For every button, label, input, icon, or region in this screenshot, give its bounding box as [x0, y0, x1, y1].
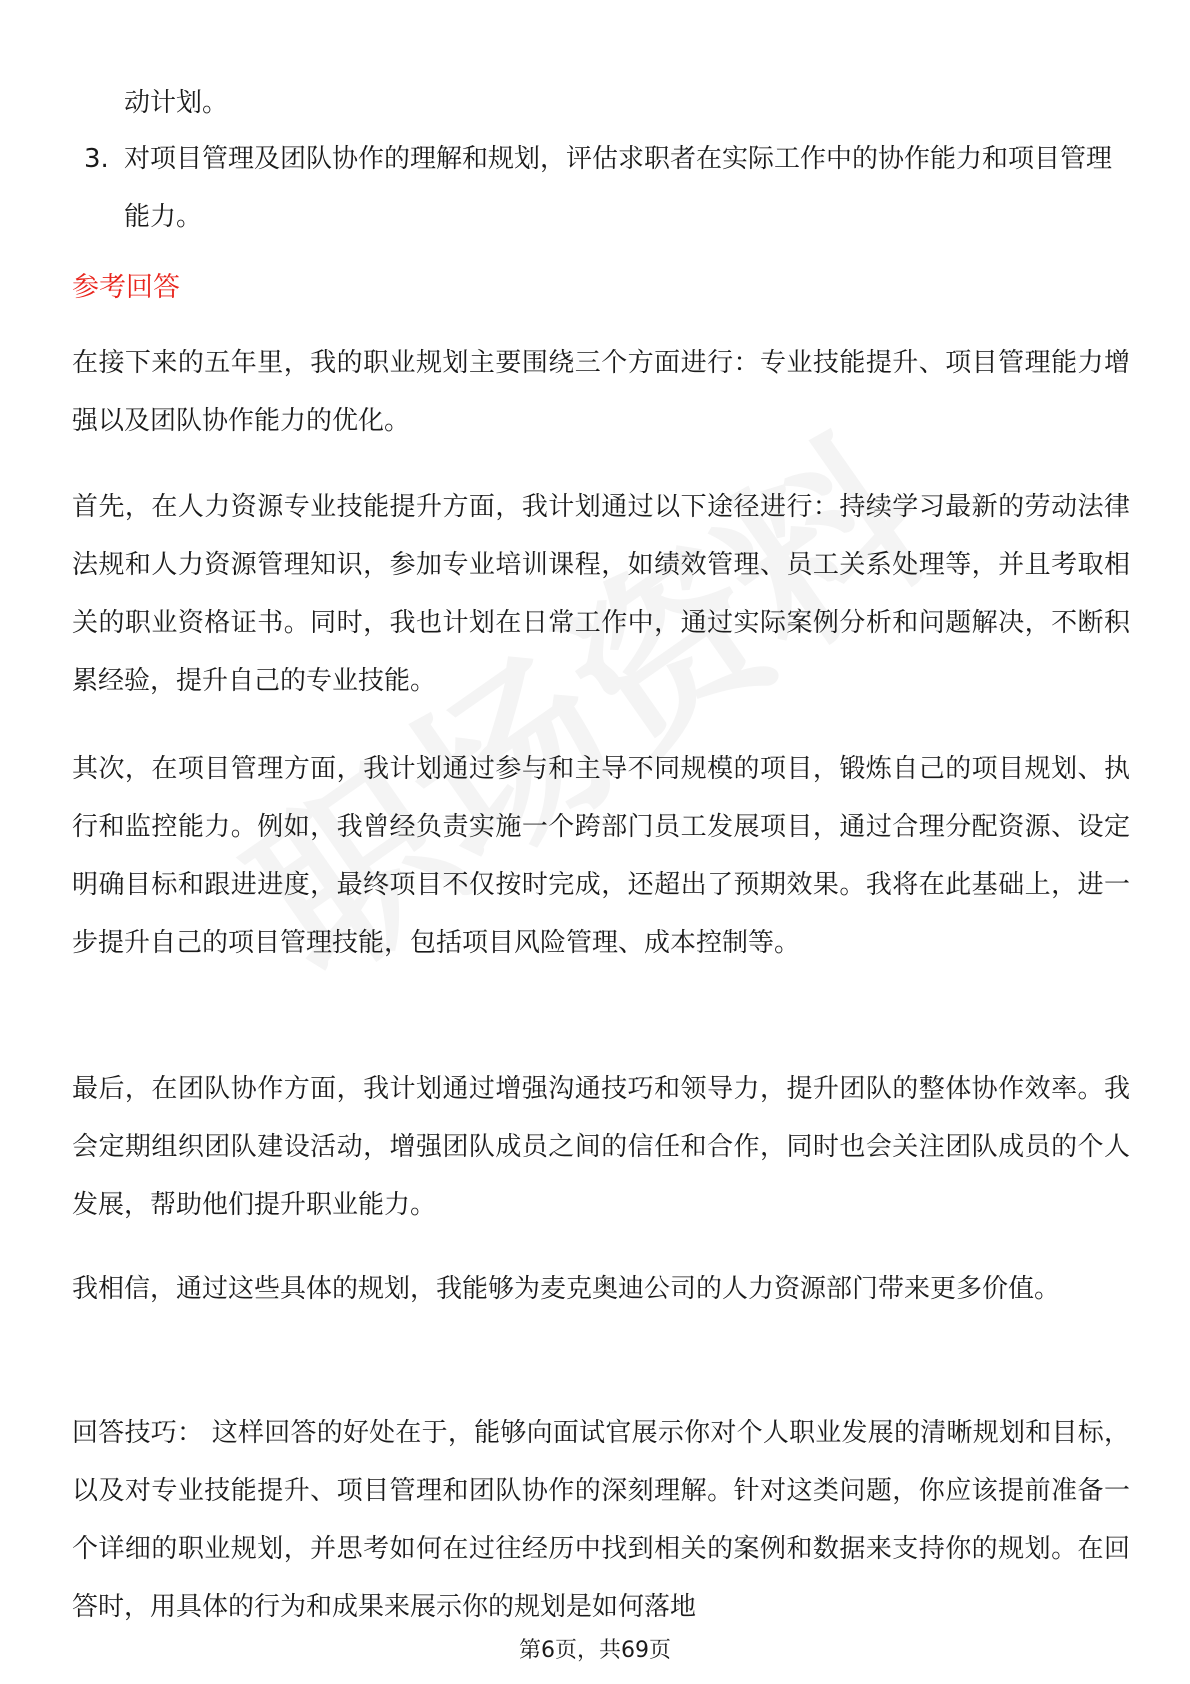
list-item-text: 对项目管理及团队协作的理解和规划，评估求职者在实际工作中的协作能力和项目管理能力。	[124, 144, 1113, 232]
paragraph-conclusion: 我相信，通过这些具体的规划，我能够为麦克奥迪公司的人力资源部门带来更多价值。	[72, 1274, 1061, 1304]
paragraph-teamwork: 最后，在团队协作方面，我计划通过增强沟通技巧和领导力，提升团队的整体协作效率。我会定期组织团队建设活动，增强团队成员之间的信任和合作，同时也会关注团队成员的个人发展，帮助他们提升职业能力。	[72, 1074, 1130, 1220]
paragraph-project-management: 其次，在项目管理方面，我计划通过参与和主导不同规模的项目，锻炼自己的项目规划、执行和监控能力。例如，我曾经负责实施一个跨部门员工发展项目，通过合理分配资源、设定明确目标和跟进进度，最终项目不仅按时完成，还超出了预期效果。我将在此基础上，进一步提升自己的项目管理技能，包括项目风险管理、成本控制等。	[72, 754, 1130, 958]
list-item-continuation: 动计划。	[124, 88, 229, 118]
page-number-footer: 第6页，共69页	[519, 1638, 671, 1663]
list-item-3	[84, 130, 1134, 246]
paragraph-answer-tips: 回答技巧： 这样回答的好处在于，能够向面试官展示你对个人职业发展的清晰规划和目标，以及对专业技能提升、项目管理和团队协作的深刻理解。针对这类问题，你应该提前准备一个详细的职业规划，并思考如何在过往经历中找到相关的案例和数据来支持你的规划。在回答时，用具体的行为和成果来展示你的规划是如何落地	[72, 1418, 1130, 1622]
paragraph-intro: 在接下来的五年里，我的职业规划主要围绕三个方面进行：专业技能提升、项目管理能力增强以及团队协作能力的优化。	[72, 348, 1130, 436]
list-item-number: 3.	[84, 144, 109, 174]
section-heading: 参考回答	[72, 272, 180, 303]
paragraph-skills: 首先，在人力资源专业技能提升方面，我计划通过以下途径进行：持续学习最新的劳动法律法规和人力资源管理知识，参加专业培训课程，如绩效管理、员工关系处理等，并且考取相关的职业资格证书。同时，我也计划在日常工作中，通过实际案例分析和问题解决，不断积累经验，提升自己的专业技能。	[72, 492, 1130, 696]
